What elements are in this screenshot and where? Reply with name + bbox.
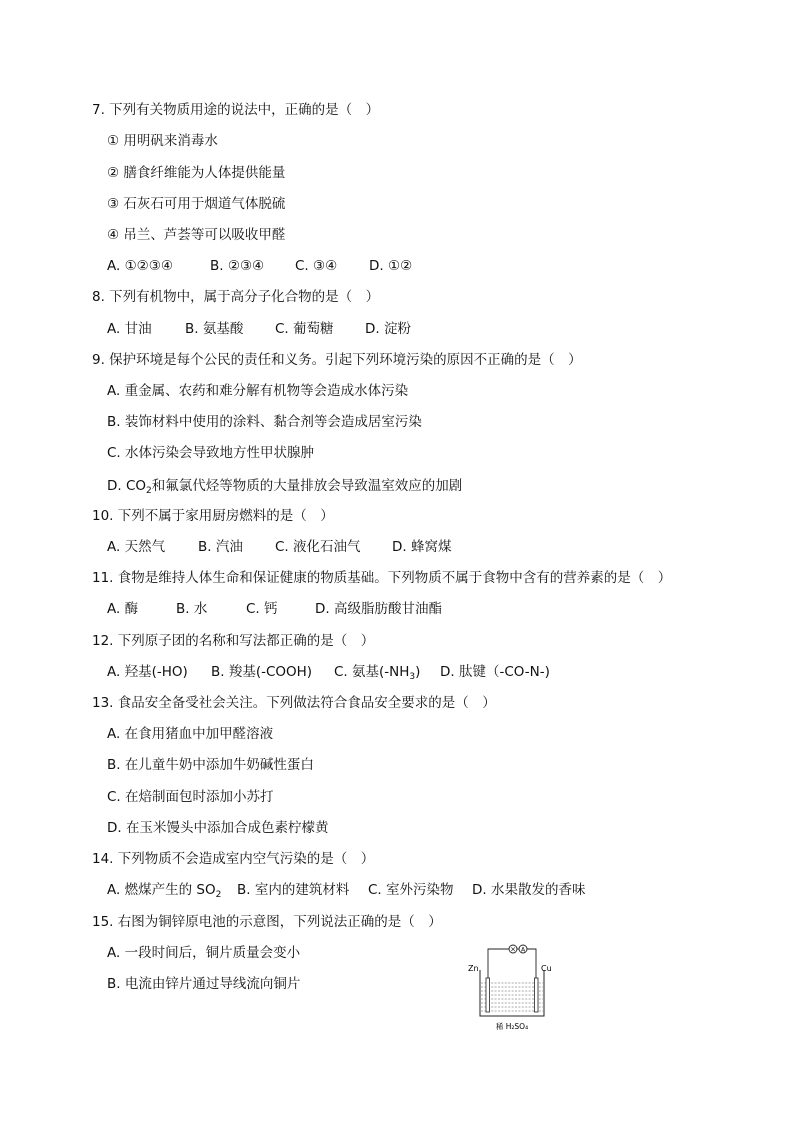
q8-options	[107, 320, 411, 338]
cu-zn-cell-diagram	[462, 940, 562, 1032]
q12-option-c-sub: 3	[409, 672, 416, 682]
q7-item-4: ④ 吊兰、芦荟等可以吸收甲醛	[107, 227, 286, 243]
q12-option-c-pre: C. 氨基(-NH	[334, 664, 410, 680]
q15-option-b: B. 电流由锌片通过导线流向铜片	[107, 976, 301, 992]
q7-options	[107, 257, 412, 275]
q11-option-d: D. 高级脂肪酸甘油酯	[315, 601, 442, 617]
q11-options	[107, 600, 442, 618]
wire-right	[527, 949, 536, 978]
zn-label: Zn	[468, 964, 479, 973]
q10-options	[107, 538, 451, 556]
q13-stem: 13. 食品安全备受社会关注。下列做法符合食品安全要求的是（ ）	[92, 695, 496, 711]
q10-option-d: D. 蜂窝煤	[392, 539, 452, 555]
q14-option-a	[107, 881, 237, 899]
q10-option-b: B. 汽油	[198, 539, 243, 555]
q8-option-a: A. 甘油	[107, 321, 152, 337]
q7-option-d: D. ①②	[369, 258, 413, 274]
q11-option-b: B. 水	[176, 601, 208, 617]
q8-option-b: B. 氨基酸	[185, 321, 244, 337]
q10-option-c: C. 液化石油气	[275, 539, 361, 555]
q14-stem: 14. 下列物质不会造成室内空气污染的是（ ）	[92, 851, 375, 867]
q15-option-a: A. 一段时间后，铜片质量会变小	[107, 945, 301, 961]
q14-option-a-pre: A. 燃煤产生的 SO	[107, 882, 216, 898]
q12-option-b: B. 羧基(-COOH)	[211, 664, 313, 680]
q10-option-a: A. 天然气	[107, 539, 166, 555]
q9-option-c: C. 水体污染会导致地方性甲状腺肿	[107, 445, 315, 461]
q12-option-d: D. 肽键（-CO-N-)	[440, 664, 550, 680]
q7-stem: 7. 下列有关物质用途的说法中，正确的是（ ）	[92, 102, 380, 118]
cu-electrode	[535, 978, 539, 1012]
q12-stem: 12. 下列原子团的名称和写法都正确的是（ ）	[92, 633, 375, 649]
q13-option-c: C. 在焙制面包时添加小苏打	[107, 789, 274, 805]
electrolyte	[481, 983, 543, 1011]
q11-stem: 11. 食物是维持人体生命和保证健康的物质基础。下列物质不属于食物中含有的营养素的是（ ）	[92, 570, 672, 586]
q13-option-a: A. 在食用猪血中加甲醛溶液	[107, 726, 274, 742]
wire-left	[488, 949, 509, 978]
q7-item-1: ① 用明矾来消毒水	[107, 133, 218, 149]
q8-option-d: D. 淀粉	[365, 321, 411, 337]
q14-options	[107, 881, 585, 899]
q14-option-c: C. 室外污染物	[368, 882, 454, 898]
q11-option-c: C. 钙	[246, 601, 278, 617]
q7-option-c: C. ③④	[295, 258, 338, 274]
electrolyte-caption: 稀 H₂SO₄	[495, 1022, 529, 1031]
q14-option-d: D. 水果散发的香味	[472, 882, 586, 898]
q8-stem: 8. 下列有机物中，属于高分子化合物的是（ ）	[92, 289, 380, 305]
q7-item-2: ② 膳食纤维能为人体提供能量	[107, 165, 286, 181]
q8-option-c: C. 葡萄糖	[275, 321, 334, 337]
q12-option-a: A. 羟基(-HO)	[107, 664, 188, 680]
q9-option-d-pre: D. CO	[107, 478, 147, 494]
q12-options	[107, 663, 550, 681]
q9-option-a: A. 重金属、农药和难分解有机物等会造成水体污染	[107, 383, 409, 399]
zn-electrode	[486, 978, 490, 1012]
q9-option-b: B. 装饰材料中使用的涂料、黏合剂等会造成居室污染	[107, 414, 422, 430]
q7-option-a: A. ①②③④	[107, 258, 173, 274]
q13-option-b: B. 在儿童牛奶中添加牛奶碱性蛋白	[107, 757, 314, 773]
q7-item-3: ③ 石灰石可用于烟道气体脱硫	[107, 196, 286, 212]
q9-stem: 9. 保护环境是每个公民的责任和义务。引起下列环境污染的原因不正确的是（ ）	[92, 352, 582, 368]
q11-option-a: A. 酶	[107, 601, 139, 617]
q12-option-c-post: )	[415, 664, 421, 680]
q10-stem: 10. 下列不属于家用厨房燃料的是（ ）	[92, 508, 334, 524]
cu-label: Cu	[541, 964, 552, 973]
q13-option-d: D. 在玉米馒头中添加合成色素柠檬黄	[107, 820, 329, 836]
q9-option-d-sub: 2	[146, 486, 152, 496]
ammeter-symbol: A	[520, 946, 526, 954]
q15-stem: 15. 右图为铜锌原电池的示意图，下列说法正确的是（ ）	[92, 914, 442, 930]
q7-option-b: B. ②③④	[210, 258, 265, 274]
q12-option-c	[334, 663, 440, 681]
q14-option-b: B. 室内的建筑材料	[237, 882, 350, 898]
lamp-symbol: ×	[510, 945, 516, 954]
q9-option-d-post: 和氟氯代烃等物质的大量排放会导致温室效应的加剧	[151, 478, 463, 494]
q9-option-d	[107, 477, 462, 495]
q14-option-a-sub: 2	[215, 890, 222, 900]
